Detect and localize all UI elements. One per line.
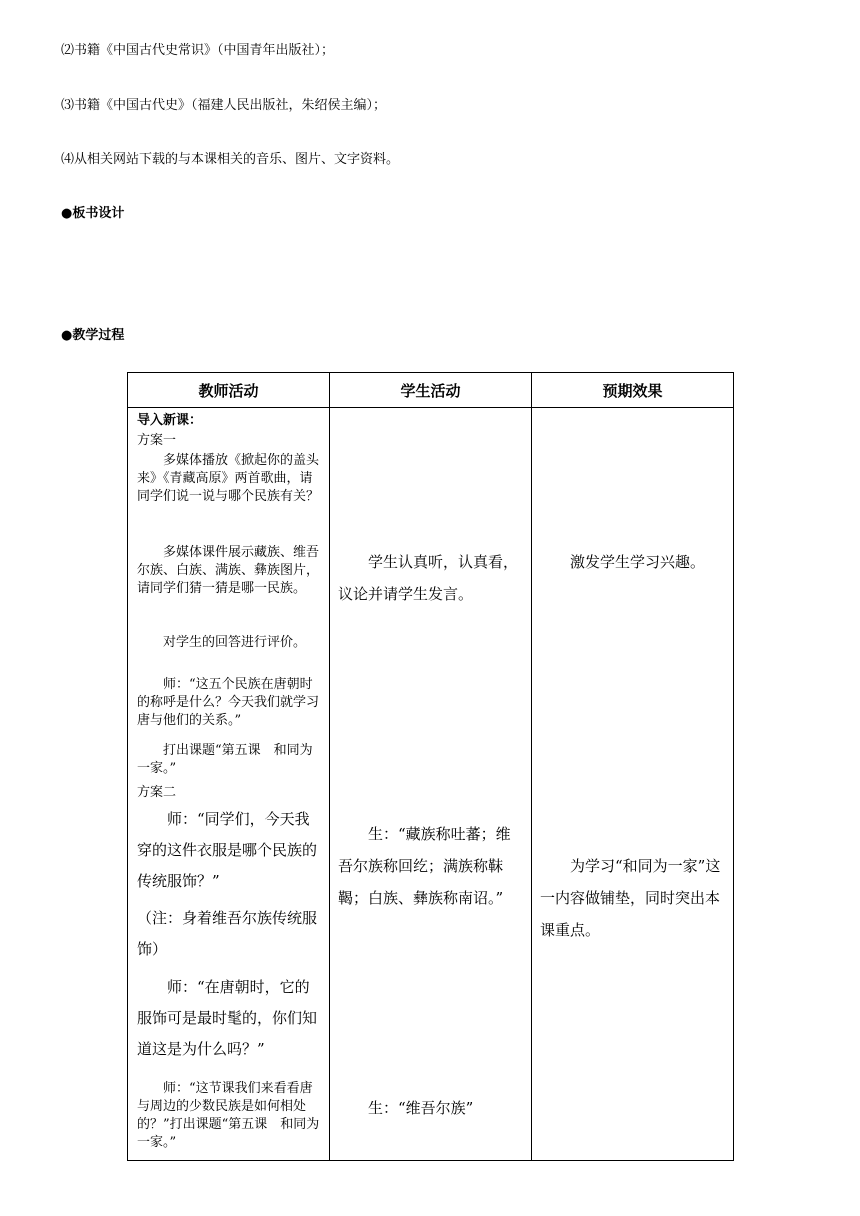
effect-interest: 激发学生学习兴趣。	[570, 553, 706, 571]
teacher-step-title-one: 打出课题“第五课 和同为一家。”	[137, 743, 313, 776]
student-activity-cell	[330, 408, 532, 1161]
teacher-step-clothing: 师：“同学们，今天我穿的这件衣服是哪个民族的传统服饰？”	[137, 810, 318, 890]
student-activity-listen: 学生认真听，认真看，议论并请学生发言。	[338, 553, 519, 603]
student-answer-names: 生：“藏族称吐蕃；维吾尔族称回纥；满族称靺鞨；白族、彝族称南诏。”	[338, 825, 511, 907]
plan-one-label: 方案一	[137, 433, 177, 448]
board-design-heading: ●板书设计	[61, 206, 125, 221]
header-expected-effect: 预期效果	[532, 373, 734, 408]
plan-two-label: 方案二	[137, 785, 177, 800]
teaching-process-heading: ●教学过程	[61, 328, 125, 343]
teacher-step-question: 师：“这五个民族在唐朝时的称呼是什么？今天我们就学习唐与他们的关系。”	[137, 677, 320, 728]
intro-title: 导入新课：	[137, 413, 203, 428]
teacher-step-title-two: 师：“这节课我们来看看唐与周边的少数民族是如何相处的？”打出课题“第五课 和同为一家。”	[137, 1081, 320, 1150]
teaching-process-table	[127, 372, 734, 1161]
header-student-activity: 学生活动	[330, 373, 532, 408]
table-row	[128, 408, 734, 1161]
student-answer-uyghur: 生：“维吾尔族”	[368, 1099, 474, 1117]
resource-item-2: ⑵书籍《中国古代史常识》（中国青年出版社）；	[61, 43, 335, 58]
teacher-step-images: 多媒体课件展示藏族、维吾尔族、白族、满族、彝族图片，请同学们猜一猜是哪一民族。	[137, 545, 320, 596]
resource-item-4: ⑷从相关网站下载的与本课相关的音乐、图片、文字资料。	[61, 152, 400, 167]
header-teacher-activity: 教师活动	[128, 373, 330, 408]
effect-foundation: 为学习“和同为一家”这一内容做铺垫，同时突出本课重点。	[540, 857, 721, 939]
teacher-step-fashion: 师：“在唐朝时，它的服饰可是最时髦的，你们知道这是为什么吗？”	[137, 978, 318, 1058]
expected-effect-cell	[532, 408, 734, 1161]
resource-item-3: ⑶书籍《中国古代史》（福建人民出版社，朱绍侯主编）；	[61, 98, 387, 113]
teacher-activity-cell	[128, 408, 330, 1161]
table-header-row	[128, 373, 734, 408]
teacher-step-music: 多媒体播放《掀起你的盖头来》《青藏高原》两首歌曲，请同学们说一说与哪个民族有关？	[137, 453, 320, 504]
teacher-note: （注：身着维吾尔族传统服饰）	[137, 909, 318, 958]
teacher-step-evaluate: 对学生的回答进行评价。	[163, 635, 307, 650]
